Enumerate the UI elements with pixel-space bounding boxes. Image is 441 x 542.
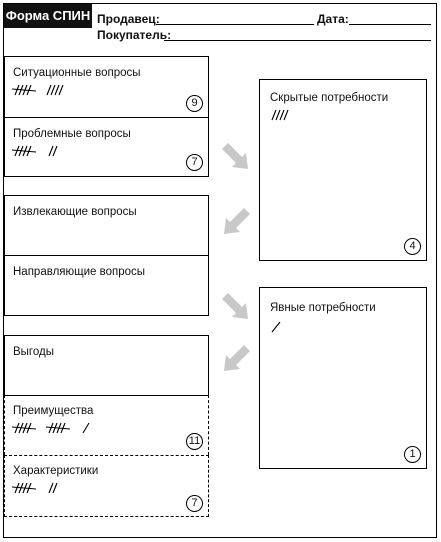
features-label: Характеристики [13,465,99,477]
features-count-badge: 7 [186,495,203,512]
seller-label: Продавец: [97,12,160,26]
benefits-box [4,335,209,396]
seller-date-row [97,12,160,26]
problem-count-badge: 7 [186,154,203,171]
problem-questions-label: Проблемные вопросы [13,128,131,140]
problem-tally-marks [11,144,111,158]
date-label: Дата: [317,12,349,26]
implied-needs-box [259,79,427,261]
buyer-label: Покупатель: [97,28,172,42]
explicit-needs-count-badge: 1 [404,446,421,463]
implication-questions-label: Извлекающие вопросы [13,206,137,218]
explicit-needs-label: Явные потребности [270,302,376,314]
implied-needs-count-badge: 4 [404,238,421,255]
buyer-row [97,28,171,42]
buyer-field-line[interactable] [164,40,431,41]
features-bottom-border [4,516,209,517]
explicit-needs-tally-marks [270,320,370,334]
explicit-needs-box [259,287,427,469]
situational-questions-label: Ситуационные вопросы [13,67,141,79]
need-payoff-questions-box [4,255,209,316]
arrow-down-right-icon [218,289,254,325]
features-box [4,455,209,517]
features-tally-marks [11,481,111,495]
situational-questions-box [4,56,209,118]
situational-count-badge: 9 [186,95,203,112]
seller-field-line[interactable] [156,24,314,25]
advantages-label: Преимущества [13,405,94,417]
implied-needs-label: Скрытые потребности [270,92,389,104]
benefits-label: Выгоды [13,346,54,358]
arrow-down-left-icon [218,204,254,240]
date-field-line[interactable] [349,24,431,25]
implied-needs-tally-marks [270,108,370,122]
advantages-count-badge: 11 [186,433,203,450]
advantages-top-border [4,395,209,396]
spin-form [3,3,437,538]
problem-questions-box [4,117,209,177]
arrow-down-right-icon [218,139,254,175]
situational-tally-marks [11,83,111,97]
advantages-tally-marks [11,421,111,435]
implication-questions-box [4,195,209,256]
arrow-down-left-icon [218,341,254,377]
advantages-box [4,395,209,455]
form-title: Форма СПИН [4,4,92,28]
need-payoff-questions-label: Направляющие вопросы [13,266,146,278]
